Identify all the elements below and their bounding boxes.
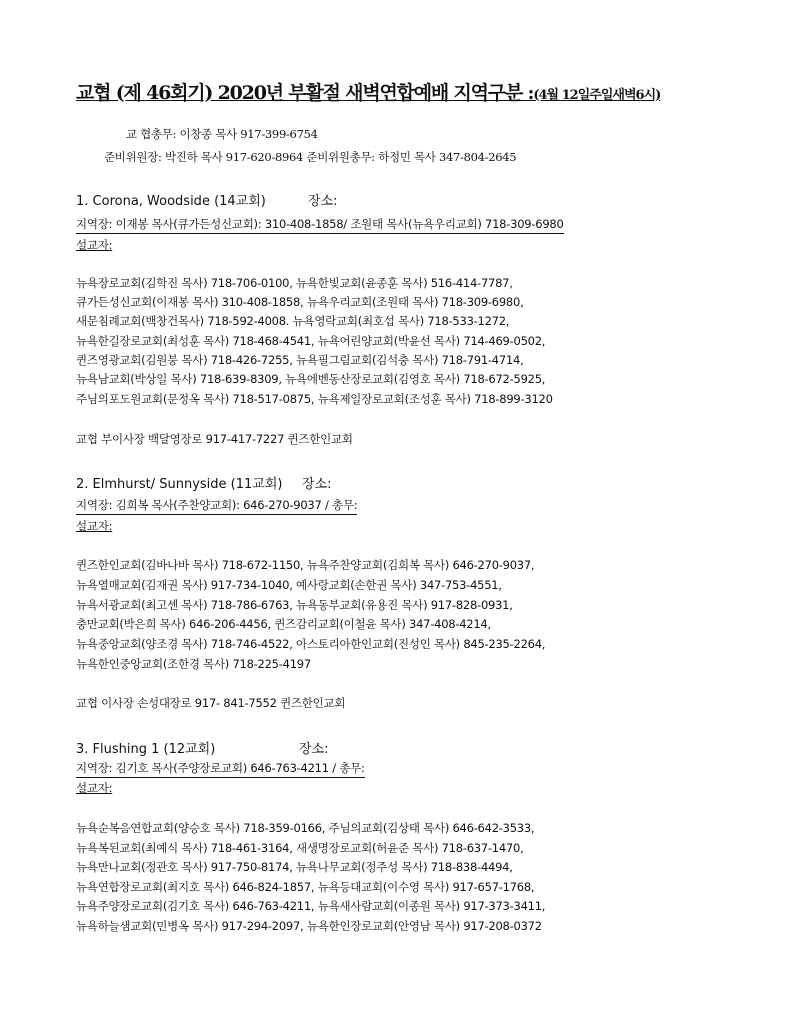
section-3-church-line: 뉴욕하늘샘교회(민병옥 목사) 917-294-2097, 뉴욕한인장로교회(안영남 목사) 917-208-0372 <box>76 919 542 933</box>
section-3-leader: 지역장: 김기호 목사(주양장로교회) 646-763-4211 / 총무: <box>76 760 365 778</box>
title-main: 교협 (제 46회기) 2020년 부활절 새벽연합예배 지역구분 : <box>76 82 534 104</box>
section-1-church-line: 뉴욕장로교회(김학진 목사) 718-706-0100, 뉴욕한빛교회(윤종훈 목사) 516-414-7787, <box>76 276 513 290</box>
section-3-title: 3. Flushing 1 (12교회) <box>76 742 216 757</box>
officer-committee: 준비위원장: 박진하 목사 917-620-8964 준비위원총무: 하정민 목사 347-804-2645 <box>104 150 517 164</box>
officer-general-secretary: 교 협총무: 이창종 목사 917-399-6754 <box>126 127 318 141</box>
section-1-church-line: 주님의포도원교회(문정옥 목사) 718-517-0875, 뉴욕제일장로교회(조성훈 목사) 718-899-3120 <box>76 392 553 406</box>
section-2-church-line: 퀸즈한인교회(김바나바 목사) 718-672-1150, 뉴욕주찬양교회(김희복 목사) 646-270-9037, <box>76 558 535 572</box>
section-1-title: 1. Corona, Woodside (14교회) <box>76 194 266 209</box>
section-1-church-line: 뉴욕남교회(박상일 목사) 718-639-8309, 뉴욕에벤동산장로교회(김영호 목사) 718-672-5925, <box>76 372 546 386</box>
section-2-church-line: 뉴욕열매교회(김재권 목사) 917-734-1040, 예사랑교회(손한권 목사) 347-753-4551, <box>76 578 502 592</box>
section-2-preacher-label: 설교자: <box>76 519 113 533</box>
section-1-note: 교협 부이사장 백달영장로 917-417-7227 퀸즈한인교회 <box>76 432 353 446</box>
section-3-church-line: 뉴욕연합장로교회(최지호 목사) 646-824-1857, 뉴욕등대교회(이수영 목사) 917-657-1768, <box>76 880 535 894</box>
section-2-title: 2. Elmhurst/ Sunnyside (11교회) <box>76 477 283 492</box>
section-1-church-line: 큐가든성신교회(이재봉 목사) 310-408-1858, 뉴욕우리교회(조원태 목사) 718-309-6980, <box>76 295 524 309</box>
section-2-church-line: 뉴욕한인중앙교회(조한경 목사) 718-225-4197 <box>76 657 311 671</box>
section-2-leader: 지역장: 김희복 목사(주찬양교회): 646-270-9037 / 총무: <box>76 497 357 515</box>
section-3-church-line: 뉴욕복된교회(최예식 목사) 718-461-3164, 새생명장로교회(허윤준 목사) 718-637-1470, <box>76 841 524 855</box>
section-3-church-line: 뉴욕순복음연합교회(양승호 목사) 718-359-0166, 주님의교회(김상태 목사) 646-642-3533, <box>76 821 535 835</box>
page-title <box>76 78 660 105</box>
section-2-church-line: 충만교회(박은희 목사) 646-206-4456, 퀸즈감리교회(이철윤 목사) 347-408-4214, <box>76 617 491 631</box>
section-3-heading <box>76 738 329 757</box>
section-2-church-line: 뉴욕서광교회(최고센 목사) 718-786-6763, 뉴욕동부교회(유용진 목사) 917-828-0931, <box>76 598 513 612</box>
section-1-heading <box>76 190 338 209</box>
section-2-heading <box>76 473 332 492</box>
section-2-note: 교협 이사장 손성대장로 917- 841-7552 퀸즈한인교회 <box>76 696 346 710</box>
section-2-place-label: 장소: <box>302 477 332 492</box>
section-3-church-line: 뉴욕주양장로교회(김기호 목사) 646-763-4211, 뉴욕새사람교회(이종원 목사) 917-373-3411, <box>76 899 546 913</box>
section-1-church-line: 새문침례교회(백창건목사) 718-592-4008. 뉴욕영락교회(최호섭 목사) 718-533-1272, <box>76 314 510 328</box>
section-3-church-line: 뉴욕만나교회(정관호 목사) 917-750-8174, 뉴욕나무교회(정주성 목사) 718-838-4494, <box>76 860 513 874</box>
section-2-church-line: 뉴욕중앙교회(양조경 목사) 718-746-4522, 아스토리아한인교회(진성인 목사) 845-235-2264, <box>76 637 546 651</box>
section-1-preacher-label: 설교자: <box>76 238 113 252</box>
title-time: (4월 12일주일새벽6시) <box>533 88 661 103</box>
section-3-preacher-label: 설교자: <box>76 781 113 795</box>
section-1-leader: 지역장: 이재봉 목사(큐가든성신교회): 310-408-1858/ 조원태 목사(뉴욕우리교회) 718-309-6980 <box>76 216 564 234</box>
section-1-place-label: 장소: <box>308 194 338 209</box>
section-1-church-line: 뉴욕한길장로교회(최성훈 목사) 718-468-4541, 뉴욕어린양교회(박윤선 목사) 714-469-0502, <box>76 334 546 348</box>
section-1-church-line: 퀸즈영광교회(김원붕 목사) 718-426-7255, 뉴욕필그림교회(김석충 목사) 718-791-4714, <box>76 353 524 367</box>
section-3-place-label: 장소: <box>299 742 329 757</box>
